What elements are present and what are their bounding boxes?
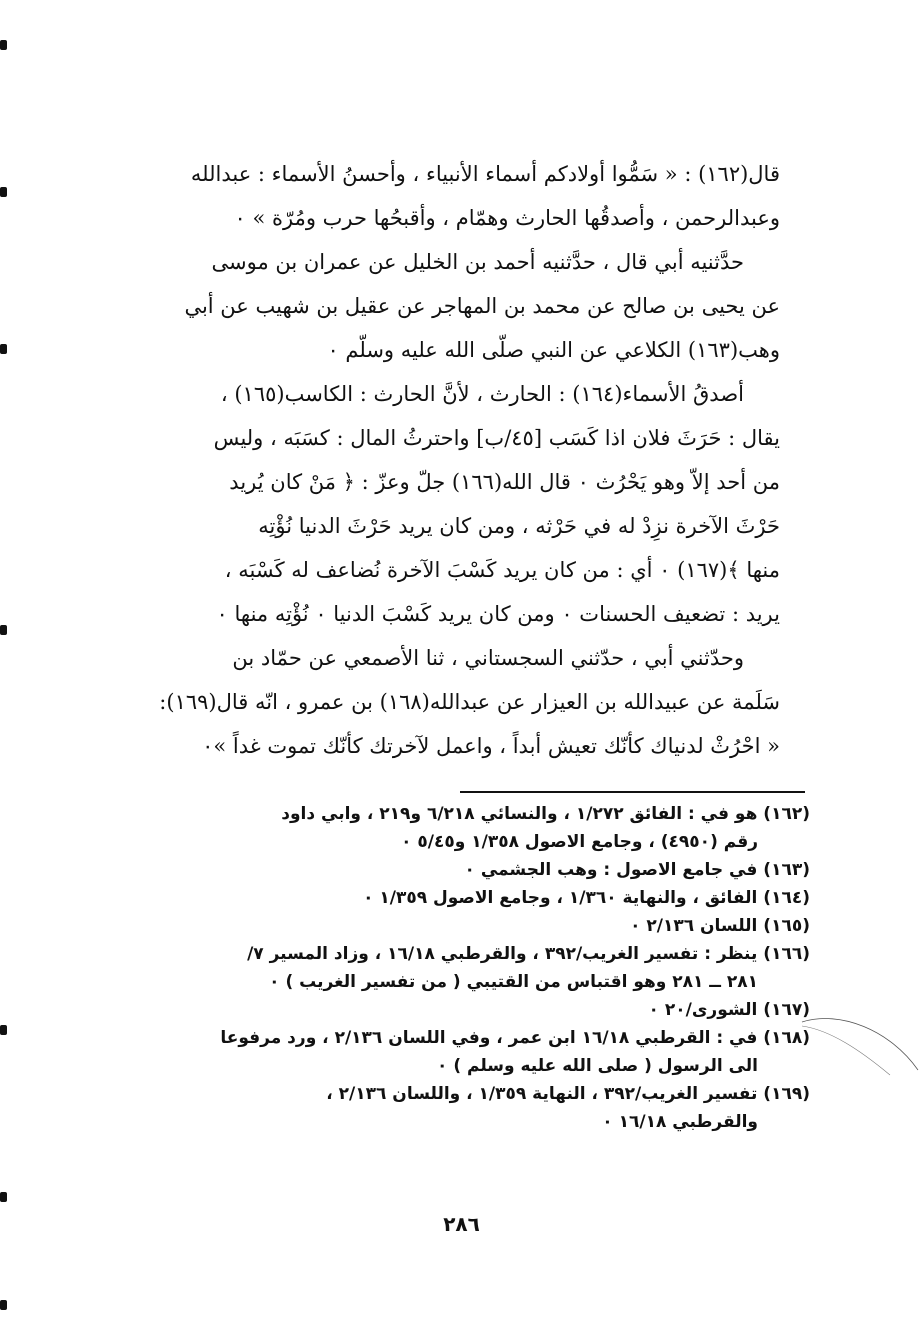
footnote-text: الفائق ، والنهاية ١/٣٦٠ ، وجامع الاصول ١/٣٥٩ ٠ [363, 888, 758, 908]
binding-mark [0, 40, 7, 50]
footnote-text: هو في : الفائق ١/٢٧٢ ، والنسائي ٦/٢١٨ و٢١٩ ، وابي داود [281, 804, 758, 824]
text-line: حَرْثَ الآخرة نزِدْ له في حَرْثه ، ومن كان يريد حَرْثَ الدنيا نُؤْتِه [258, 514, 780, 538]
footnote [150, 996, 810, 1024]
footnote [150, 884, 810, 912]
footnote-number: (١٦٥) [763, 916, 810, 936]
text-line: من أحد إلاّ وهو يَحْرُث ٠ قال الله(١٦٦) جلّ وعزّ : ﴿ مَنْ كان يُريد [229, 470, 780, 494]
footnote-number: (١٦٣) [763, 860, 810, 880]
footnote [150, 1080, 810, 1136]
footnote [150, 912, 810, 940]
binding-mark [0, 344, 7, 354]
scan-mark [800, 1000, 920, 1080]
footnote [150, 1024, 810, 1080]
footnote-text: في : القرطبي ١٦/١٨ ابن عمر ، وفي اللسان ٢/١٣٦ ، ورد مرفوعا [220, 1028, 758, 1048]
footnote-number: (١٦٤) [763, 888, 810, 908]
binding-mark [0, 1025, 7, 1035]
text-line: يقال : حَرَثَ فلان اذا كَسَب [٤٥/ب] واحترثُ المال : كسَبَه ، وليس [213, 426, 780, 450]
footnote-continuation: والقرطبي ١٦/١٨ ٠ [602, 1112, 758, 1132]
footnote-continuation: رقم (٤٩٥٠) ، وجامع الاصول ١/٣٥٨ و٥/٤٥ ٠ [401, 832, 758, 852]
footnote-number: (١٦٨) [763, 1028, 810, 1048]
footnote-number: (١٦٦) [763, 944, 810, 964]
footnote [150, 940, 810, 996]
footnote-text: ينظر : تفسير الغريب/٣٩٢ ، والقرطبي ١٦/١٨ ، وزاد المسير ٧/ [247, 944, 758, 964]
text-line: وهب(١٦٣) الكلاعي عن النبي صلّى الله عليه وسلّم ٠ [327, 338, 780, 362]
footnote [150, 856, 810, 884]
footnote-number: (١٦٧) [763, 1000, 810, 1020]
footnote-text: الشورى/٢٠ ٠ [648, 1000, 758, 1020]
paragraph [140, 372, 780, 636]
text-line: عن يحيى بن صالح عن محمد بن المهاجر عن عقيل بن شهيب عن أبي [184, 294, 780, 318]
text-line: سَلَمة عن عبيدالله بن العيزار عن عبدالله(١٦٨) بن عمرو ، انّه قال(١٦٩): [159, 690, 780, 714]
footnote-continuation: الى الرسول ( صلى الله عليه وسلم ) ٠ [437, 1056, 758, 1076]
paragraph [140, 240, 780, 372]
binding-mark [0, 187, 7, 197]
footnote-continuation: ٢٨١ ــ ٢٨١ وهو اقتباس من القتيبي ( من تفسير الغريب ) ٠ [269, 972, 758, 992]
binding-mark [0, 625, 7, 635]
footnotes [150, 800, 810, 1136]
paragraph [140, 152, 780, 240]
text-line: قال(١٦٢) : « سَمُّوا أولادكم أسماء الأنبياء ، وأحسنُ الأسماء : عبدالله [190, 162, 780, 186]
footnote-text: في جامع الاصول : وهب الجشمي ٠ [464, 860, 758, 880]
footnote-separator [460, 791, 805, 793]
text-line: حدَّثنيه أبي قال ، حدَّثنيه أحمد بن الخليل عن عمران بن موسى [211, 250, 744, 274]
text-line: منها ﴾(١٦٧) ٠ أي : من كان يريد كَسْبَ الآخرة نُضاعف له كَسْبَه ، [224, 558, 780, 582]
text-line: وعبدالرحمن ، وأصدقُها الحارث وهمّام ، وأقبحُها حرب ومُرّة » ٠ [234, 206, 780, 230]
footnote-text: تفسير الغريب/٣٩٢ ، النهاية ١/٣٥٩ ، واللسان ٢/١٣٦ ، [326, 1084, 758, 1104]
text-line: وحدّثني أبي ، حدّثني السجستاني ، ثنا الأصمعي عن حمّاد بن [232, 646, 744, 670]
main-text [140, 152, 780, 768]
text-line: « احْرُثْ لدنياك كأنّك تعيش أبداً ، واعمل لآخرتك كأنّك تموت غداً »٠ [202, 734, 780, 758]
binding-mark [0, 1192, 7, 1202]
footnote-number: (١٦٢) [763, 804, 810, 824]
footnote-number: (١٦٩) [763, 1084, 810, 1104]
footnote [150, 800, 810, 856]
binding-mark [0, 1300, 7, 1310]
text-line: أصدقُ الأسماء(١٦٤) : الحارث ، لأنَّ الحارث : الكاسب(١٦٥) ، [220, 382, 744, 406]
text-line: يريد : تضعيف الحسنات ٠ ومن كان يريد كَسْبَ الدنيا ٠ نُؤْتِه منها ٠ [216, 602, 780, 626]
page-number: ٢٨٦ [443, 1212, 480, 1236]
paragraph [140, 636, 780, 768]
footnote-text: اللسان ٢/١٣٦ ٠ [630, 916, 758, 936]
